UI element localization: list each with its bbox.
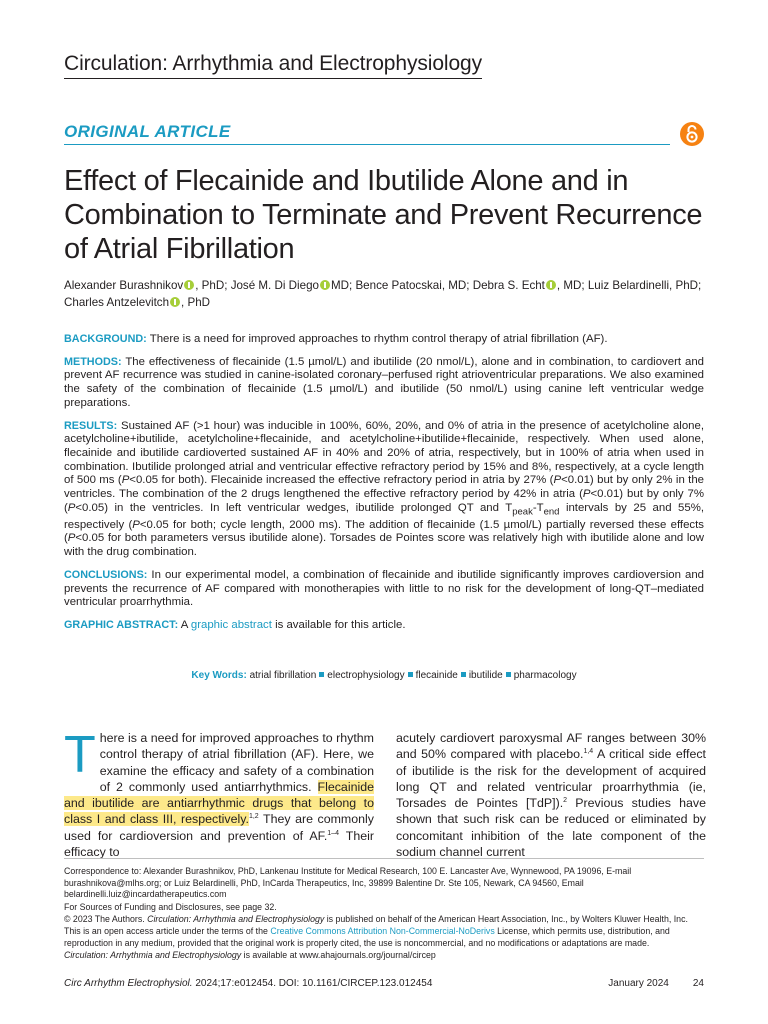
footnote-text: License, which permits use, distribution, and reproduction in any medium, provided that the original work is properly cited, the use is noncommercial, and no modifications or adaptations are made. <box>64 925 670 948</box>
orcid-icon[interactable] <box>170 297 180 307</box>
keyword[interactable]: pharmacology <box>513 670 577 681</box>
abstract-label: CONCLUSIONS: <box>64 568 148 581</box>
footnote-text: is available at www.ahajournals.org/journal/circep <box>241 950 436 961</box>
journal-abbrev: Circ Arrhythm Electrophysiol. <box>64 978 193 989</box>
author-degree: , PhD <box>181 296 211 309</box>
orcid-icon[interactable] <box>320 280 330 290</box>
abstract-text: <0.01) but by only 2% in the ventricles. The combination of the 2 drugs lengthened the effective refractory period by 42% in atria ( <box>64 474 705 501</box>
footnotes <box>64 866 704 963</box>
author-name[interactable]: Debra S. Echt <box>472 279 545 292</box>
subscript: end <box>543 506 560 518</box>
correspondence-note: Correspondence to: Alexander Burashnikov, PhD, Lankenau Institute for Medical Research, 100 E. Lancaster Ave, Wynnewood, PA 19096, E-mail burashnikova@mlhs.org; or Luiz Belardinelli, PhD, InCarda Therapeutics, Inc, 39899 Balentine Dr. Ste 105, Newark, CA 94560, Email belardinelli.luiz@incardatherapeutics.com <box>64 866 632 900</box>
author-name[interactable]: Bence Patocskai <box>355 279 442 292</box>
footnote-text: is published on behalf of the American Heart Association, Inc., by Wolters Kluwer Health, Inc. This is an open access article under the terms of the <box>64 914 688 936</box>
keyword[interactable]: electrophysiology <box>327 670 405 681</box>
highlighted-text[interactable]: Flecainide and ibutilide are antiarrhythmic drugs that belong to class I and class III, respectively. <box>64 779 374 827</box>
keyword-separator <box>506 672 511 677</box>
author-name[interactable]: Charles Antzelevitch <box>64 296 170 309</box>
abstract-text: The effectiveness of flecainide (1.5 µmol/L) and ibutilide (20 nmol/L), alone and in combination, to cardiovert and prevent AF recurrence was studied in canine-isolated coronary–perfused right atrioventricular preparations. We also examined the safety of the combination of flecainide (1.5 µmol/L) and ibutilide (50 nmol/L) using canine left ventricular wedge preparations. <box>64 355 704 409</box>
abstract-label: BACKGROUND: <box>64 333 147 345</box>
abstract-background <box>64 333 704 347</box>
body-column-right <box>396 730 706 860</box>
abstract-methods <box>64 356 704 411</box>
body-text: acutely cardiovert paroxysmal AF ranges between 30% and 50% compared with placebo. <box>396 731 706 762</box>
page-number: 24 <box>692 978 704 989</box>
copyright-note <box>64 914 704 949</box>
abstract-text: -T <box>532 501 544 514</box>
keywords <box>64 670 704 681</box>
abstract-text: <0.05 for both; cycle length, 2000 ms). The addition of flecainide (1.5 µmol/L) partially reversed these effects ( <box>64 518 704 545</box>
abstract-text: <0.05) in the ventricles. In left ventricular wedges, ibutilide prolonged QT and T <box>75 501 513 514</box>
citation-text: 2024;17:e012454. DOI: 10.1161/CIRCEP.123.012454 <box>192 978 433 989</box>
issue-date: January 2024 <box>608 978 669 989</box>
abstract-text: intervals by 25 and 55%, respectively ( <box>64 501 704 531</box>
footnote-text: © 2023 The Authors. <box>64 914 148 925</box>
abstract-text: <0.01) but by only 7% ( <box>64 488 705 514</box>
abstract-label: GRAPHIC ABSTRACT: <box>64 618 179 631</box>
p-symbol: P <box>121 474 130 487</box>
body-column-left <box>64 726 375 860</box>
funding-note: For Sources of Funding and Disclosures, see page 32. <box>64 901 277 912</box>
body-text: They are commonly used for cardioversion and prevention of AF. <box>64 812 374 843</box>
p-symbol: P <box>553 474 562 487</box>
open-access-icon[interactable] <box>680 122 704 146</box>
citation-line <box>64 978 432 989</box>
author-degree: MD; <box>330 279 356 292</box>
article-type-rule <box>64 144 670 145</box>
drop-cap: T <box>64 726 96 784</box>
subscript: peak <box>512 506 533 518</box>
p-symbol: P <box>132 518 140 531</box>
abstract-text: There is a need for improved approaches to rhythm control therapy of atrial fibrillation (AF). <box>149 333 608 345</box>
article-type-label: ORIGINAL ARTICLE <box>64 122 231 141</box>
graphic-abstract-link[interactable]: graphic abstract <box>190 618 272 631</box>
article-type-row <box>64 122 704 148</box>
abstract-label: METHODS: <box>64 355 122 368</box>
body-text: A critical side effect of ibutilide is the risk for the development of acquired long QT and related ventricular proarrhythmia (ie, Torsades de Pointes [TdP]). <box>396 747 706 811</box>
author-name[interactable]: Luiz Belardinelli <box>587 279 670 292</box>
abstract-text: is available for this article. <box>271 618 406 631</box>
abstract-text: Sustained AF (>1 hour) was inducible in 100%, 60%, 20%, and 0% of atria in the presence of acetylcholine alone, acetylcholine+ibutilide, acetylcholine+flecainide, and acetylcholine+ibutilide+flecainide, respectively. When used alone, flecainide and ibutilide cardioverted sustained AF in 40% and 20% of atria, respectively, but in 100% of atria when used in combination. Ibutilide prolonged atrial and ventricular effective refractory period by 15% and 8%, respectively, at a cycle length of 500 ms ( <box>64 419 704 487</box>
abstract-label: RESULTS: <box>64 419 118 432</box>
keywords-label: Key Words: <box>191 670 247 681</box>
abstract-text: <0.05 for both). Flecainide increased the effective refractory period in atria by 27% ( <box>129 474 554 487</box>
keyword[interactable]: atrial fibrillation <box>249 670 317 681</box>
body-text: here is a need for improved approaches to rhythm control therapy of atrial fibrillation (AF). Here, we examine the efficacy and safety of a combination of 2 commonly used antiarrhythmics. <box>99 731 374 794</box>
keyword-separator <box>461 672 466 677</box>
author-name[interactable]: Alexander Burashnikov <box>64 279 184 292</box>
citation-ref[interactable]: 1,4 <box>583 748 594 756</box>
abstract-text: <0.05 for both parameters versus ibutilide alone). Torsades de Pointes score was relatively high with ibutilide alone and low with the drug combination. <box>64 532 704 559</box>
date-and-page <box>584 978 704 989</box>
author-name[interactable]: José M. Di Diego <box>230 279 319 292</box>
body-text: Previous studies have shown that such risk can be reduced or eliminated by concomitant inhibition of the late component of the sodium channel current <box>396 796 706 860</box>
body-text: Their efficacy to <box>64 828 375 860</box>
keyword-separator <box>408 672 413 677</box>
orcid-icon[interactable] <box>546 280 556 290</box>
keyword[interactable]: flecainide <box>415 670 458 681</box>
license-link[interactable]: Creative Commons Attribution Non-Commercial-NoDerivs <box>270 925 495 936</box>
p-symbol: P <box>67 501 76 514</box>
journal-name-italic: Circulation: Arrhythmia and Electrophysiology <box>147 914 325 925</box>
journal-name: Circulation: Arrhythmia and Electrophysiology <box>64 52 482 79</box>
author-degree: , PhD; <box>195 279 231 292</box>
author-degree: , MD; <box>441 279 473 292</box>
keyword-separator <box>319 672 324 677</box>
footnote-divider <box>64 858 704 859</box>
abstract-graphic <box>64 619 704 633</box>
availability-note <box>64 950 704 962</box>
abstract-results <box>64 420 704 560</box>
author-degree: , MD; <box>556 279 588 292</box>
abstract-conclusions <box>64 569 704 610</box>
orcid-icon[interactable] <box>184 280 194 290</box>
abstract-text: A <box>180 618 191 631</box>
abstract <box>64 333 704 642</box>
author-list <box>64 277 704 311</box>
author-degree: , PhD; <box>669 279 702 292</box>
journal-name-italic: Circulation: Arrhythmia and Electrophysiology <box>64 950 242 961</box>
keyword[interactable]: ibutilide <box>468 670 503 681</box>
p-symbol: P <box>67 532 76 545</box>
citation-ref[interactable]: 1,2 <box>248 813 259 821</box>
article-title: Effect of Flecainide and Ibutilide Alone and in Combination to Terminate and Prevent Recurrence of Atrial Fibrillation <box>64 165 703 265</box>
p-symbol: P <box>582 488 591 501</box>
abstract-text: In our experimental model, a combination of flecainide and ibutilide significantly improves cardioversion and prevents the recurrence of AF compared with monotherapies with little to no risk for the development of long-QT–mediated ventricular proarrhythmia. <box>64 568 704 609</box>
citation-ref[interactable]: 1–4 <box>327 829 339 837</box>
citation-ref[interactable]: 2 <box>563 797 568 805</box>
